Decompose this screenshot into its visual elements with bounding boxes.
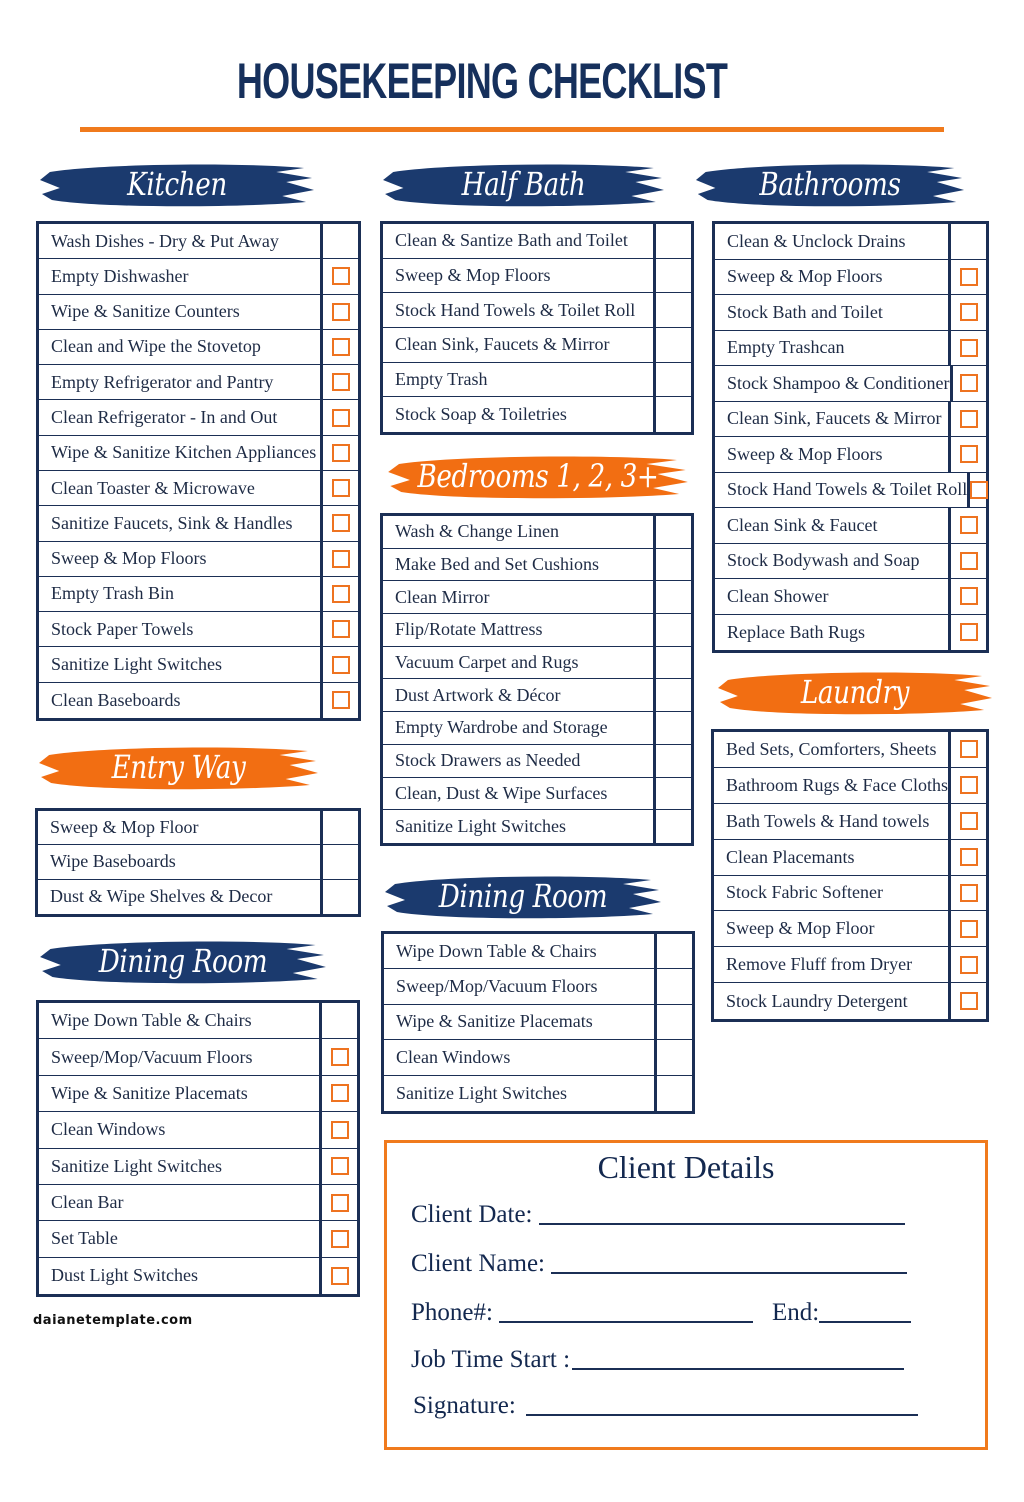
checklist-item-label: Clean Windows xyxy=(396,1046,511,1067)
checkbox-cell[interactable] xyxy=(319,1003,357,1038)
checklist-row xyxy=(383,778,691,811)
checklist-row xyxy=(39,1149,357,1185)
checklist-row xyxy=(714,911,986,947)
checkbox-cell[interactable] xyxy=(320,683,358,718)
checklist-item-label: Replace Bath Rugs xyxy=(727,621,865,642)
checklist-item-label: Sweep & Mop Floors xyxy=(727,443,883,464)
checklist-row xyxy=(39,295,358,330)
checkbox-cell[interactable] xyxy=(653,778,691,810)
checkbox-icon[interactable] xyxy=(332,550,350,568)
checkbox-cell[interactable] xyxy=(653,259,691,293)
checklist-row xyxy=(39,365,358,400)
checklist-item-label: Clean & Unclock Drains xyxy=(727,230,906,251)
banner-half-bath: Half Bath xyxy=(381,158,666,210)
checkbox-cell[interactable] xyxy=(948,295,986,330)
checklist-row xyxy=(715,473,986,509)
checklist-item-label: Clean Shower xyxy=(727,585,829,606)
signature-field[interactable] xyxy=(413,1392,918,1420)
checklist-item-label: Stock Bodywash and Soap xyxy=(727,550,920,571)
checkbox-cell[interactable] xyxy=(654,1040,692,1074)
checklist-row xyxy=(39,1258,357,1294)
checkbox-cell[interactable] xyxy=(320,365,358,399)
checkbox-cell[interactable] xyxy=(654,1076,692,1111)
checklist-row xyxy=(39,506,358,541)
checklist-row xyxy=(39,330,358,365)
checklist-item-label: Clean Placemants xyxy=(726,846,855,867)
checkbox-cell[interactable] xyxy=(320,845,358,878)
checklist-row xyxy=(715,579,986,615)
checklist-row xyxy=(39,577,358,612)
checklist-item-label: Clean Baseboards xyxy=(51,689,181,710)
checkbox-cell[interactable] xyxy=(653,712,691,744)
checklist-row xyxy=(383,363,691,398)
checkbox-cell[interactable] xyxy=(653,745,691,777)
checkbox-cell[interactable] xyxy=(948,508,986,543)
checkbox-icon[interactable] xyxy=(331,1121,349,1139)
checkbox-cell[interactable] xyxy=(948,804,986,839)
checkbox-cell[interactable] xyxy=(319,1112,357,1147)
checkbox-cell[interactable] xyxy=(653,363,691,397)
checklist-row xyxy=(383,224,691,259)
job-time-start-input[interactable] xyxy=(572,1368,904,1370)
checklist-row xyxy=(39,224,358,259)
checkbox-icon[interactable] xyxy=(960,552,978,570)
checklist-item-label: Dust & Wipe Shelves & Decor xyxy=(50,886,273,907)
checkbox-icon[interactable] xyxy=(331,1048,349,1066)
checkbox-cell[interactable] xyxy=(948,260,986,295)
checklist-item-label: Empty Dishwasher xyxy=(51,265,189,286)
checkbox-cell[interactable] xyxy=(653,679,691,711)
job-time-start-field[interactable] xyxy=(411,1346,904,1374)
checklist-item-label: Flip/Rotate Mattress xyxy=(395,619,543,640)
client-date-label: Client Date: xyxy=(411,1201,533,1228)
checklist-row xyxy=(714,804,986,840)
checklist-item-label: Stock Fabric Softener xyxy=(726,882,883,903)
checklist-item-label: Empty Refrigerator and Pantry xyxy=(51,371,274,392)
checklist-item-label: Clean and Wipe the Stovetop xyxy=(51,336,261,357)
checkbox-icon[interactable] xyxy=(960,920,978,938)
checkbox-cell[interactable] xyxy=(320,542,358,576)
signature-input[interactable] xyxy=(526,1414,918,1416)
end-input[interactable] xyxy=(819,1321,911,1323)
checklist-item-label: Stock Hand Towels & Toilet Roll xyxy=(727,479,968,500)
checkbox-cell[interactable] xyxy=(948,732,986,767)
banner-kitchen: Kitchen xyxy=(38,158,316,210)
checklist-item-label: Sweep/Mop/Vacuum Floors xyxy=(396,976,598,997)
checklist-item-label: Stock Paper Towels xyxy=(51,618,194,639)
checklist-item-label: Wipe & Sanitize Kitchen Appliances xyxy=(51,442,317,463)
checkbox-icon[interactable] xyxy=(960,374,978,392)
checklist-row xyxy=(714,840,986,876)
checkbox-cell[interactable] xyxy=(948,615,986,651)
checkbox-cell[interactable] xyxy=(653,614,691,646)
checklist-row xyxy=(715,295,986,331)
checkbox-icon[interactable] xyxy=(960,410,978,428)
checklist-item-label: Wipe & Sanitize Placemats xyxy=(51,1082,248,1103)
checkbox-icon[interactable] xyxy=(960,776,978,794)
checklist-item-label: Clean Windows xyxy=(51,1119,166,1140)
checkbox-cell[interactable] xyxy=(653,224,691,258)
checkbox-cell[interactable] xyxy=(320,811,358,844)
checklist-row xyxy=(383,810,691,843)
checkbox-cell[interactable] xyxy=(653,516,691,548)
checkbox-icon[interactable] xyxy=(332,514,350,532)
checklist-row xyxy=(38,880,358,914)
checkbox-icon[interactable] xyxy=(331,1084,349,1102)
checklist-item-label: Clean Sink & Faucet xyxy=(727,514,878,535)
checklist-item-label: Sweep/Mop/Vacuum Floors xyxy=(51,1046,253,1067)
checkbox-cell[interactable] xyxy=(320,400,358,434)
kitchen-checklist xyxy=(36,221,361,721)
checkbox-icon[interactable] xyxy=(970,481,988,499)
checklist-item-label: Sanitize Light Switches xyxy=(396,1082,567,1103)
page-title: HOUSEKEEPING CHECKLIST xyxy=(236,53,728,109)
checkbox-icon[interactable] xyxy=(960,812,978,830)
checkbox-cell[interactable] xyxy=(654,1005,692,1039)
checkbox-icon[interactable] xyxy=(332,338,350,356)
checklist-row xyxy=(714,947,986,983)
checkbox-cell[interactable] xyxy=(653,328,691,362)
checklist-item-label: Stock Drawers as Needed xyxy=(395,750,581,771)
half-bath-checklist xyxy=(380,221,694,435)
checklist-item-label: Wipe Down Table & Chairs xyxy=(51,1010,252,1031)
checklist-row xyxy=(383,647,691,680)
checkbox-icon[interactable] xyxy=(960,303,978,321)
checklist-row xyxy=(715,544,986,580)
checklist-row xyxy=(715,366,986,402)
checklist-row xyxy=(39,400,358,435)
end-label: End: xyxy=(772,1299,820,1326)
checklist-item-label: Empty Trash xyxy=(395,368,488,389)
checkbox-cell[interactable] xyxy=(320,577,358,611)
checklist-row xyxy=(714,768,986,804)
checklist-row xyxy=(39,1112,357,1148)
checklist-row xyxy=(39,1221,357,1257)
checklist-row xyxy=(383,712,691,745)
checkbox-cell[interactable] xyxy=(948,579,986,614)
client-details-title: Client Details xyxy=(597,1149,775,1185)
checkbox-cell[interactable] xyxy=(319,1258,357,1294)
checklist-row xyxy=(714,876,986,912)
checklist-item-label: Wipe & Sanitize Counters xyxy=(51,301,240,322)
checklist-item-label: Sanitize Faucets, Sink & Handles xyxy=(51,512,293,533)
checklist-row xyxy=(383,745,691,778)
laundry-checklist xyxy=(711,729,989,1022)
checkbox-cell[interactable] xyxy=(948,768,986,803)
checkbox-cell[interactable] xyxy=(948,876,986,911)
checklist-item-label: Wipe Baseboards xyxy=(50,851,176,872)
checkbox-icon[interactable] xyxy=(332,409,350,427)
dining-room-mid-checklist xyxy=(381,931,695,1114)
checklist-row xyxy=(383,328,691,363)
checkbox-icon[interactable] xyxy=(960,992,978,1010)
bedrooms-checklist xyxy=(380,513,694,846)
phone-label: Phone#: xyxy=(411,1299,493,1326)
client-date-input[interactable] xyxy=(539,1223,905,1225)
checklist-row xyxy=(715,331,986,367)
checklist-row xyxy=(39,612,358,647)
checkbox-cell[interactable] xyxy=(320,880,358,914)
checkbox-cell[interactable] xyxy=(320,295,358,329)
checklist-row xyxy=(383,581,691,614)
checklist-row xyxy=(39,542,358,577)
checklist-item-label: Stock Soap & Toiletries xyxy=(395,404,567,425)
checkbox-cell[interactable] xyxy=(320,259,358,293)
checkbox-icon[interactable] xyxy=(332,479,350,497)
checklist-row xyxy=(383,516,691,549)
checkbox-cell[interactable] xyxy=(653,581,691,613)
checklist-row xyxy=(383,259,691,294)
checkbox-cell[interactable] xyxy=(320,506,358,540)
checkbox-icon[interactable] xyxy=(332,444,350,462)
checkbox-icon[interactable] xyxy=(332,620,350,638)
checkbox-cell[interactable] xyxy=(653,293,691,327)
banner-bedrooms: Bedrooms 1, 2, 3+ xyxy=(386,450,690,502)
checklist-row xyxy=(715,615,986,651)
phone-field[interactable] xyxy=(411,1299,753,1327)
checklist-item-label: Bathroom Rugs & Face Cloths xyxy=(726,774,948,795)
checklist-row xyxy=(39,1076,357,1112)
checkbox-icon[interactable] xyxy=(960,740,978,758)
phone-input[interactable] xyxy=(499,1321,753,1323)
checklist-item-label: Bath Towels & Hand towels xyxy=(726,810,930,831)
checkbox-icon[interactable] xyxy=(332,585,350,603)
client-name-label: Client Name: xyxy=(411,1250,545,1277)
checkbox-icon[interactable] xyxy=(331,1230,349,1248)
checklist-row xyxy=(384,934,692,969)
checkbox-cell[interactable] xyxy=(948,983,986,1019)
checklist-item-label: Clean, Dust & Wipe Surfaces xyxy=(395,782,608,803)
checklist-item-label: Bed Sets, Comforters, Sheets xyxy=(726,738,937,759)
bathrooms-checklist xyxy=(712,221,989,653)
checklist-item-label: Empty Trashcan xyxy=(727,337,845,358)
end-field[interactable] xyxy=(772,1299,911,1327)
checklist-row xyxy=(384,1076,692,1111)
checklist-item-label: Clean & Santize Bath and Toilet xyxy=(395,230,628,251)
checklist-row xyxy=(383,679,691,712)
checkbox-icon[interactable] xyxy=(960,516,978,534)
checklist-row xyxy=(715,260,986,296)
checklist-item-label: Sweep & Mop Floor xyxy=(726,918,875,939)
checklist-row xyxy=(383,614,691,647)
banner-dining-room-left: Dining Room xyxy=(38,935,328,987)
checklist-item-label: Stock Laundry Detergent xyxy=(726,990,908,1011)
entry-way-checklist xyxy=(35,808,361,917)
checkbox-cell[interactable] xyxy=(948,544,986,579)
checkbox-cell[interactable] xyxy=(948,224,986,259)
checkbox-cell[interactable] xyxy=(653,647,691,679)
checklist-item-label: Sanitize Light Switches xyxy=(395,816,566,837)
checklist-row xyxy=(383,397,691,432)
checklist-item-label: Stock Bath and Toilet xyxy=(727,301,883,322)
checklist-row xyxy=(38,811,358,845)
checklist-item-label: Sweep & Mop Floor xyxy=(50,817,199,838)
checkbox-cell[interactable] xyxy=(320,612,358,646)
checkbox-icon[interactable] xyxy=(332,373,350,391)
checkbox-cell[interactable] xyxy=(653,549,691,581)
checklist-row xyxy=(39,259,358,294)
checklist-row xyxy=(715,508,986,544)
client-date-field[interactable] xyxy=(411,1201,905,1229)
checklist-row xyxy=(38,845,358,879)
checklist-item-label: Empty Trash Bin xyxy=(51,583,175,604)
banner-laundry: Laundry xyxy=(716,666,994,718)
checklist-item-label: Remove Fluff from Dryer xyxy=(726,954,913,975)
checkbox-icon[interactable] xyxy=(332,267,350,285)
banner-bathrooms: Bathrooms xyxy=(694,158,966,210)
checklist-row xyxy=(715,224,986,260)
checklist-item-label: Stock Shampoo & Conditioner xyxy=(727,372,950,393)
checkbox-icon[interactable] xyxy=(960,339,978,357)
checkbox-icon[interactable] xyxy=(960,623,978,641)
checkbox-icon[interactable] xyxy=(960,848,978,866)
checkbox-icon[interactable] xyxy=(331,1267,349,1285)
checkbox-cell[interactable] xyxy=(320,647,358,681)
checkbox-cell[interactable] xyxy=(967,473,988,508)
checkbox-cell[interactable] xyxy=(320,436,358,470)
footer-site: daianetemplate.com xyxy=(33,1313,193,1328)
checkbox-cell[interactable] xyxy=(948,437,986,472)
checklist-row xyxy=(39,647,358,682)
checklist-row xyxy=(39,436,358,471)
checklist-item-label: Stock Hand Towels & Toilet Roll xyxy=(395,299,636,320)
checklist-item-label: Wash & Change Linen xyxy=(395,521,560,542)
checkbox-cell[interactable] xyxy=(948,840,986,875)
checklist-item-label: Clean Mirror xyxy=(395,586,490,607)
signature-label: Signature: xyxy=(413,1392,516,1419)
checklist-item-label: Set Table xyxy=(51,1228,118,1249)
checklist-row xyxy=(39,1039,357,1075)
checklist-item-label: Clean Refrigerator - In and Out xyxy=(51,407,278,428)
checkbox-icon[interactable] xyxy=(960,884,978,902)
checklist-row xyxy=(39,683,358,718)
checkbox-icon[interactable] xyxy=(332,656,350,674)
checkbox-cell[interactable] xyxy=(320,224,358,258)
checklist-item-label: Dust Light Switches xyxy=(51,1265,198,1286)
checkbox-icon[interactable] xyxy=(331,1194,349,1212)
title-divider xyxy=(80,127,944,132)
checklist-item-label: Sweep & Mop Floors xyxy=(51,548,207,569)
checklist-row xyxy=(39,1003,357,1039)
checklist-item-label: Wash Dishes - Dry & Put Away xyxy=(51,230,279,251)
checklist-item-label: Clean Sink, Faucets & Mirror xyxy=(727,408,942,429)
checkbox-cell[interactable] xyxy=(948,331,986,366)
checkbox-cell[interactable] xyxy=(320,330,358,364)
checkbox-icon[interactable] xyxy=(960,956,978,974)
checkbox-cell[interactable] xyxy=(319,1185,357,1220)
checklist-item-label: Wipe & Sanitize Placemats xyxy=(396,1011,593,1032)
checkbox-cell[interactable] xyxy=(319,1076,357,1111)
checkbox-cell[interactable] xyxy=(320,471,358,505)
checkbox-cell[interactable] xyxy=(654,969,692,1003)
checklist-row xyxy=(384,1040,692,1075)
checklist-row xyxy=(715,402,986,438)
checklist-item-label: Empty Wardrobe and Storage xyxy=(395,717,608,738)
client-name-field[interactable] xyxy=(411,1250,907,1278)
checklist-row xyxy=(384,969,692,1004)
job-time-start-label: Job Time Start : xyxy=(411,1346,571,1373)
checkbox-cell[interactable] xyxy=(653,810,691,843)
client-name-input[interactable] xyxy=(551,1272,907,1274)
checkbox-cell[interactable] xyxy=(654,934,692,968)
checklist-row xyxy=(39,471,358,506)
checkbox-cell[interactable] xyxy=(948,911,986,946)
checkbox-cell[interactable] xyxy=(948,402,986,437)
checklist-row xyxy=(714,732,986,768)
client-details-box xyxy=(384,1140,988,1450)
checkbox-icon[interactable] xyxy=(960,268,978,286)
checklist-row xyxy=(384,1005,692,1040)
checklist-row xyxy=(383,549,691,582)
checklist-row xyxy=(714,983,986,1019)
checklist-item-label: Sweep & Mop Floors xyxy=(727,266,883,287)
checklist-item-label: Sweep & Mop Floors xyxy=(395,264,551,285)
checklist-item-label: Sanitize Light Switches xyxy=(51,1155,222,1176)
checklist-item-label: Sanitize Light Switches xyxy=(51,654,222,675)
checklist-row xyxy=(715,437,986,473)
checkbox-cell[interactable] xyxy=(948,947,986,982)
checkbox-icon[interactable] xyxy=(960,445,978,463)
checkbox-icon[interactable] xyxy=(960,587,978,605)
banner-entry-way: Entry Way xyxy=(37,741,320,793)
banner-dining-room-mid: Dining Room xyxy=(383,870,663,922)
checklist-item-label: Dust Artwork & Décor xyxy=(395,684,561,705)
checklist-item-label: Vacuum Carpet and Rugs xyxy=(395,652,579,673)
checklist-row xyxy=(383,293,691,328)
checkbox-icon[interactable] xyxy=(332,691,350,709)
checklist-item-label: Wipe Down Table & Chairs xyxy=(396,940,597,961)
checkbox-cell[interactable] xyxy=(319,1039,357,1074)
checkbox-icon[interactable] xyxy=(332,303,350,321)
checklist-row xyxy=(39,1185,357,1221)
checklist-item-label: Clean Bar xyxy=(51,1192,124,1213)
dining-room-left-checklist xyxy=(36,1000,360,1297)
checkbox-icon[interactable] xyxy=(331,1157,349,1175)
checkbox-cell[interactable] xyxy=(653,397,691,432)
checklist-item-label: Clean Toaster & Microwave xyxy=(51,477,255,498)
checkbox-cell[interactable] xyxy=(319,1221,357,1256)
checkbox-cell[interactable] xyxy=(950,366,987,401)
checklist-item-label: Make Bed and Set Cushions xyxy=(395,554,599,575)
checkbox-cell[interactable] xyxy=(319,1149,357,1184)
checklist-item-label: Clean Sink, Faucets & Mirror xyxy=(395,334,610,355)
